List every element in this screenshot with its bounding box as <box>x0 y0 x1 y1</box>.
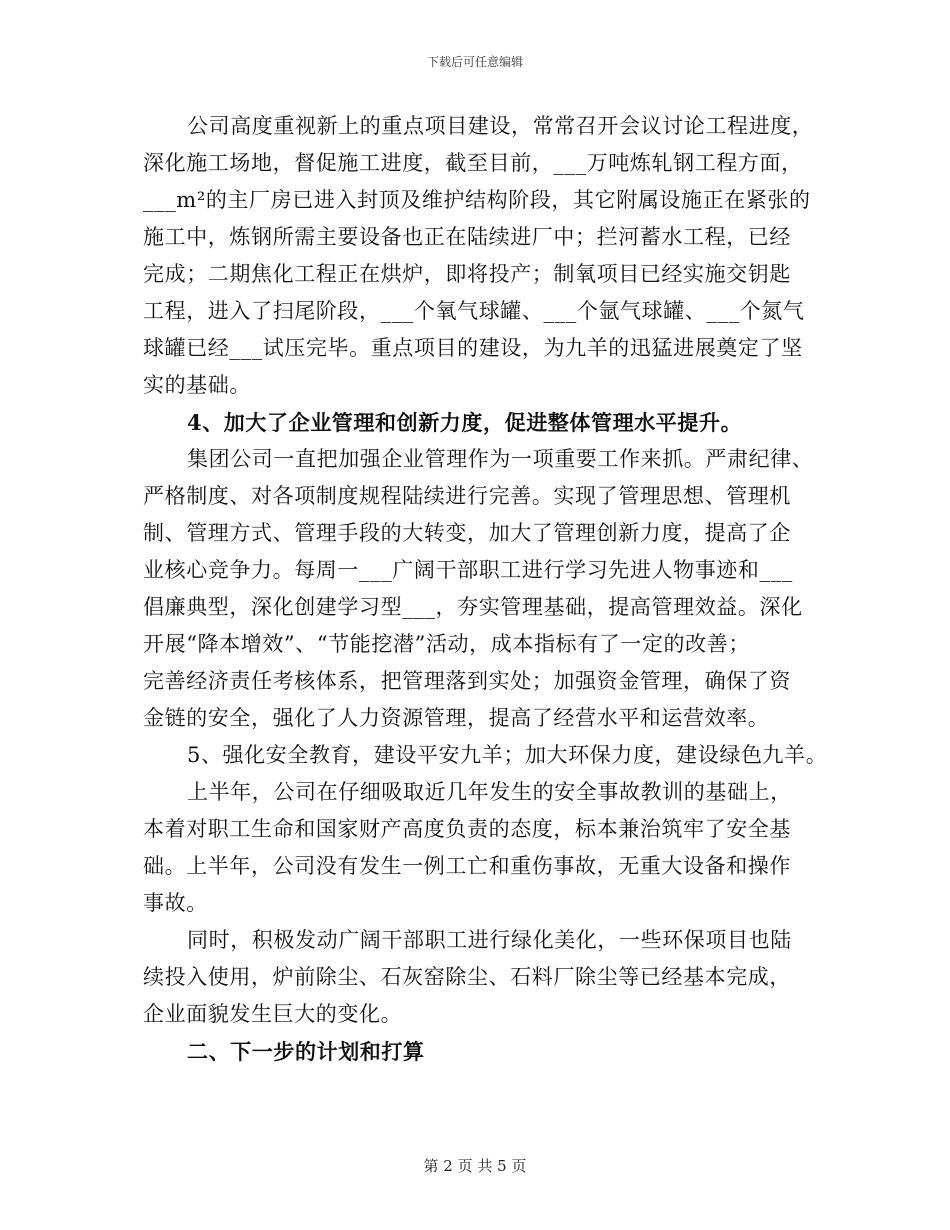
paragraph <box>143 922 843 1033</box>
section-heading: 5、强化安全教育，建设平安九羊；加大环保力度，建设绿色九羊。 <box>187 743 828 767</box>
paragraph-line: 本着对职工生命和国家财产高度负责的态度，标本兼治筑牢了安全基 <box>143 817 791 841</box>
paragraph-line: 完成；二期焦化工程正在烘炉，即将投产；制氧项目已经实施交钥匙 <box>143 262 791 286</box>
document-body <box>143 108 843 1070</box>
section-heading: 二、下一步的计划和打算 <box>187 1039 425 1064</box>
paragraph-line: 工程，进入了扫尾阶段，___个氧气球罐、___个氩气球罐、___个氮气 <box>143 299 805 323</box>
section-heading: 4、加大了企业管理和创新力度，促进整体管理水平提升。 <box>187 410 743 435</box>
paragraph-line: 完善经济责任考核体系，把管理落到实处；加强资金管理，确保了资 <box>143 669 791 693</box>
paragraph-line: 上半年，公司在仔细吸取近几年发生的安全事故教训的基础上， <box>187 780 792 804</box>
paragraph-line: 严格制度、对各项制度规程陆续进行完善。实现了管理思想、管理机 <box>143 484 791 508</box>
paragraph <box>143 774 843 922</box>
paragraph-line: 球罐已经___试压完毕。重点项目的建设，为九羊的迅猛进展奠定了坚 <box>143 336 803 360</box>
paragraph-line: 倡廉典型，深化创建学习型___，夯实管理基础，提高管理效益。深化 <box>143 595 803 619</box>
paragraph-line: 实的基础。 <box>143 373 251 397</box>
paragraph-line: 公司高度重视新上的重点项目建设，常常召开会议讨论工程进度， <box>187 114 814 138</box>
paragraph-line: 金链的安全，强化了人力资源管理，提高了经营水平和运营效率。 <box>143 706 770 730</box>
paragraph-line: 续投入使用，炉前除尘、石灰窑除尘、石料厂除尘等已经基本完成， <box>143 965 791 989</box>
paragraph-line: 事故。 <box>143 891 208 915</box>
paragraph <box>143 441 843 737</box>
paragraph-line: 施工中，炼钢所需主要设备也正在陆续进厂中；拦河蓄水工程，已经 <box>143 225 791 249</box>
paragraph-line: 开展“降本增效”、“节能挖潜”活动，成本指标有了一定的改善； <box>143 632 750 656</box>
paragraph-line: 企业面貌发生巨大的变化。 <box>143 1002 403 1026</box>
paragraph <box>143 108 843 404</box>
paragraph-line: 集团公司一直把加强企业管理作为一项重要工作来抓。严肃纪律、 <box>187 447 814 471</box>
header-note: 下载后可任意编辑 <box>426 55 523 69</box>
paragraph-line: 础。上半年，公司没有发生一例工亡和重伤事故，无重大设备和操作 <box>143 854 791 878</box>
page-number-footer: 第 2 页 共 5 页 <box>423 1157 527 1175</box>
paragraph-line: 业核心竞争力。每周一___广阔干部职工进行学习先进人物事迹和___ <box>143 558 793 582</box>
paragraph-line: 同时，积极发动广阔干部职工进行绿化美化，一些环保项目也陆 <box>187 928 792 952</box>
paragraph-line: 制、管理方式、管理手段的大转变，加大了管理创新力度，提高了企 <box>143 521 791 545</box>
paragraph-line: 深化施工场地，督促施工进度，截至目前，___万吨炼轧钢工程方面， <box>143 151 803 175</box>
paragraph-line: ___m²的主厂房已进入封顶及维护结构阶段，其它附属设施正在紧张的 <box>143 188 811 212</box>
